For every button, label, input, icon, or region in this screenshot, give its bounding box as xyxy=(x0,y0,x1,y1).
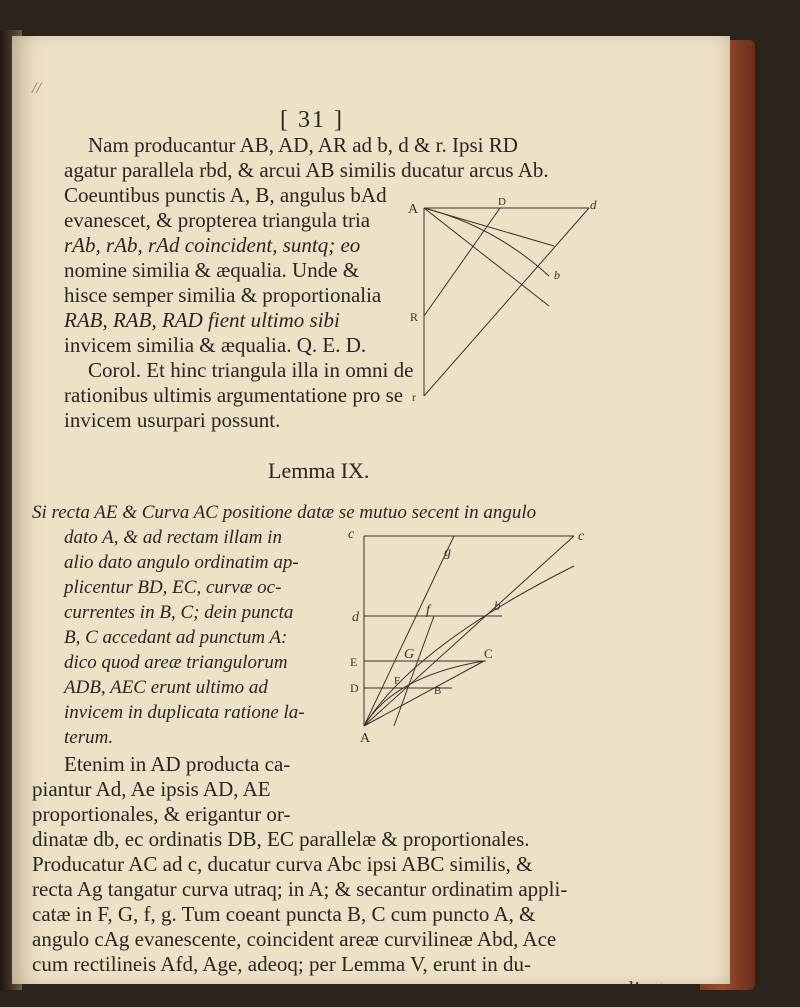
margin-mark: // xyxy=(32,80,41,97)
line-AR xyxy=(424,208,549,306)
lemma-statement-line: dato A, & ad rectam illam in xyxy=(64,527,282,548)
fig1-label-A: A xyxy=(408,202,419,217)
curve-Abc xyxy=(364,566,574,726)
paragraph1-line: hisce semper similia & proportionalia xyxy=(64,283,382,307)
arc-Ab xyxy=(424,208,549,276)
lemma-statement-line: invicem in duplicata ratione la- xyxy=(64,702,305,723)
fig2-label-C: C xyxy=(484,646,493,661)
proof-line: dinatæ db, ec ordinatis DB, EC parallelæ & proportionales. xyxy=(32,827,530,851)
proof-line: angulo cAg evanescente, coincident areæ curvilineæ Abd, Ace xyxy=(32,927,557,951)
line-rd xyxy=(424,208,589,396)
fig2-label-A: A xyxy=(360,731,371,746)
proof-line: piantur Ad, Ae ipsis AD, AE xyxy=(32,777,271,801)
paragraph1-line: nomine similia & æqualia. Unde & xyxy=(64,258,360,282)
fig2-label-c-right: c xyxy=(578,529,585,544)
lemma-heading: Lemma IX. xyxy=(268,458,370,483)
lemma-statement-line: plicentur BD, EC, curvæ oc- xyxy=(64,577,282,598)
corollary-line: Corol. Et hinc triangula illa in omni de xyxy=(88,358,414,382)
fig2-label-g: g xyxy=(444,545,451,560)
line-AC xyxy=(364,661,484,726)
line-Ac xyxy=(364,536,574,726)
lemma-statement-line: terum. xyxy=(64,727,114,748)
line-RD xyxy=(424,208,500,316)
fig2-label-f: f xyxy=(426,603,430,618)
fig2-label-d: d xyxy=(352,610,359,625)
paragraph1-line: RAB, RAB, RAD fient ultimo sibi xyxy=(64,308,340,332)
paragraph1-line: rAb, rAb, rAd coincident, suntq; eo xyxy=(64,233,361,257)
fig1-label-d: d xyxy=(590,197,597,212)
paragraph1-line: Nam producantur AB, AD, AR ad b, d & r. Ipsi RD xyxy=(88,133,518,157)
fig1-label-b: b xyxy=(554,268,560,282)
figure-2-diagram xyxy=(334,526,596,746)
lemma-statement-line: currentes in B, C; dein puncta xyxy=(64,602,294,623)
fig2-label-F: F xyxy=(394,675,401,687)
line-Ab xyxy=(424,208,554,246)
proof-line: cum rectilineis Afd, Age, adeoq; per Lemma V, erunt in du- xyxy=(32,952,532,976)
lemma-statement-line: dico quod areæ triangulorum xyxy=(64,652,288,673)
fig2-label-b: b xyxy=(494,598,501,613)
paragraph1-line: Coeuntibus punctis A, B, angulus bAd xyxy=(64,183,387,207)
fig2-label-c-left: c xyxy=(348,527,355,542)
lemma-statement-line: ADB, AEC erunt ultimo ad xyxy=(64,677,268,698)
figure-1-diagram xyxy=(404,196,604,426)
proof-line: proportionales, & erigantur or- xyxy=(32,802,291,826)
catchword: plicata xyxy=(618,977,674,1001)
proof-line: recta Ag tangatur curva utraq; in A; & secantur ordinatim appli- xyxy=(32,877,568,901)
corollary-line: rationibus ultimis argumentatione pro se xyxy=(64,383,404,407)
lemma-statement-line: B, C accedant ad punctum A: xyxy=(64,627,288,648)
fig2-label-D: D xyxy=(350,681,359,695)
proof-line: Producatur AC ad c, ducatur curva Abc ipsi ABC similis, & xyxy=(32,852,533,876)
paragraph1-line: evanescet, & propterea triangula tria xyxy=(64,208,371,232)
fig1-label-R: R xyxy=(410,310,419,324)
fig1-label-r: r xyxy=(412,390,416,404)
fig2-label-B: B xyxy=(434,685,442,697)
paragraph1-line: agatur parallela rbd, & arcui AB similis ducatur arcus Ab. xyxy=(64,158,549,182)
page-number: [ 31 ] xyxy=(280,107,344,133)
lemma-statement-line: Si recta AE & Curva AC positione datæ se mutuo secent in angulo xyxy=(32,502,537,523)
lemma-statement-line: alio dato angulo ordinatim ap- xyxy=(64,552,299,573)
fig2-label-G: G xyxy=(404,647,415,662)
proof-line: catæ in F, G, f, g. Tum coeant puncta B, C cum puncto A, & xyxy=(32,902,536,926)
fig1-label-D: D xyxy=(498,196,506,208)
fig2-label-E: E xyxy=(350,655,358,669)
line-fg xyxy=(394,616,434,726)
book-page xyxy=(12,36,730,1001)
paragraph1-line: invicem similia & æqualia. Q. E. D. xyxy=(64,333,367,357)
line-Ag-tangent xyxy=(364,536,454,726)
corollary-line: invicem usurpari possunt. xyxy=(64,408,281,432)
proof-line: Etenim in AD producta ca- xyxy=(64,752,291,776)
